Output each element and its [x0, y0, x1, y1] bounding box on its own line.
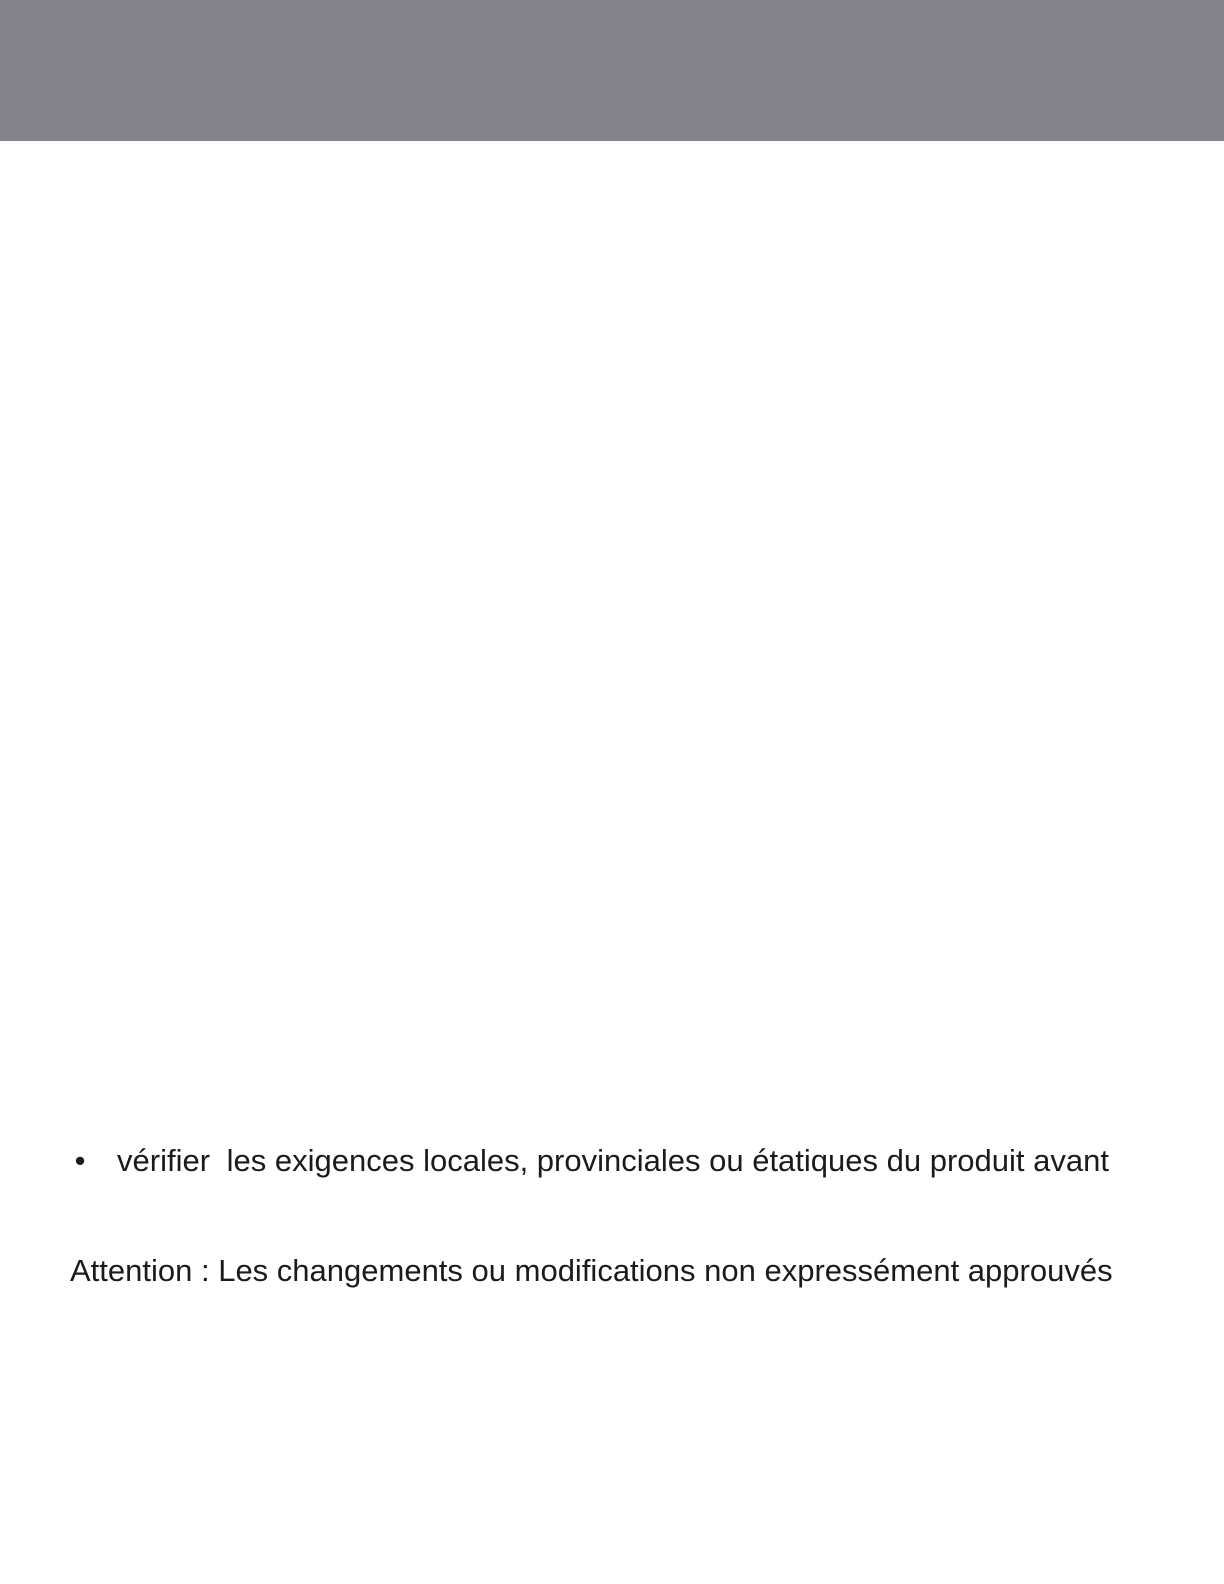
bullet-text — [117, 1139, 1109, 1183]
bullet-first-word: vérifier — [117, 1143, 211, 1178]
attention-paragraph: Attention : Les changements ou modifications non expressément approuvés — [70, 1253, 1113, 1288]
bullet-rest-text: les exigences locales, provinciales ou étatiques du produit avant — [226, 1143, 1109, 1178]
bullet-list-item — [70, 1139, 1170, 1183]
bullet-marker: • — [74, 1143, 86, 1178]
header-band — [0, 0, 1224, 141]
